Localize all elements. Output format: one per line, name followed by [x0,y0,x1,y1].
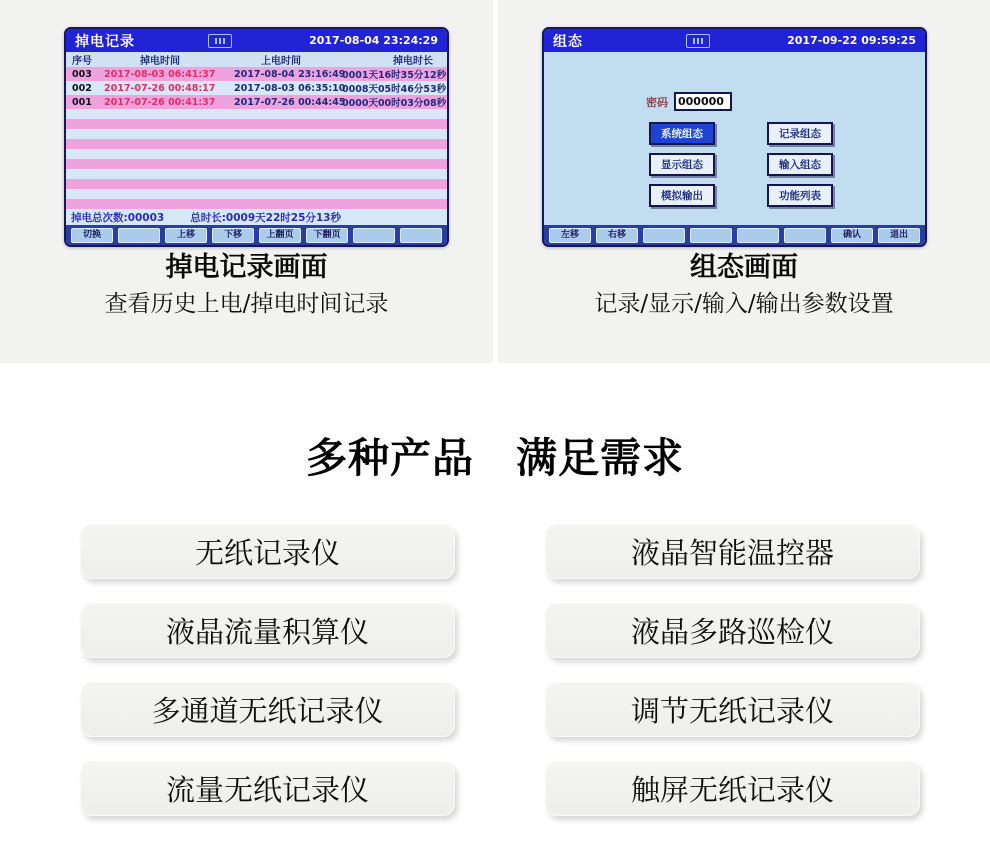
softkey-blank[interactable] [784,228,826,243]
total-count-label: 掉电总次数:00003 [71,211,165,224]
cell-on-time: 2017-07-26 00:44:45 [234,96,346,108]
product-button-flow-paperless-recorder[interactable]: 流量无纸记录仪 [80,761,455,816]
softkey-blank[interactable] [737,228,779,243]
cell-seq: 002 [72,82,92,94]
caption-subtitle: 记录/显示/输入/输出参数设置 [594,291,894,318]
softkey-switch[interactable]: 切换 [71,228,113,243]
cell-off-time: 2017-08-03 06:41:37 [104,68,216,80]
empty-table-row [66,119,447,129]
empty-table-row [66,199,447,209]
password-input[interactable] [674,92,732,111]
configuration-menu [649,122,833,207]
screen-title: 组态 [553,33,583,50]
titlebar [66,29,447,52]
product-button-touchscreen-paperless-recorder[interactable]: 触屏无纸记录仪 [545,761,920,816]
softkey-move-down[interactable]: 下移 [212,228,254,243]
total-duration-label: 总时长:0009天22时25分13秒 [190,211,341,224]
panel-configuration [498,0,990,363]
display-config-button[interactable]: 显示组态 [649,153,715,176]
softkey-move-right[interactable]: 右移 [596,228,638,243]
titlebar [544,29,925,52]
caption-right [498,252,990,319]
table-header-row [66,52,447,67]
cell-on-time: 2017-08-03 06:35:10 [234,82,346,94]
col-header-seq: 序号 [72,56,92,67]
cell-seq: 001 [72,96,92,108]
softkey-bar [544,225,925,245]
empty-table-row [66,179,447,189]
softkey-page-down[interactable]: 下翻页 [306,228,348,243]
cell-off-time: 2017-07-26 00:41:37 [104,96,216,108]
table-row [66,81,447,95]
table-row [66,67,447,81]
product-button-lcd-multiway-inspection-instrument[interactable]: 液晶多路巡检仪 [545,603,920,658]
cell-seq: 003 [72,68,92,80]
softkey-confirm[interactable]: 确认 [831,228,873,243]
panel-power-off-record [0,0,493,363]
screen-title: 掉电记录 [75,33,135,50]
product-button-regulating-paperless-recorder[interactable]: 调节无纸记录仪 [545,682,920,737]
softkey-blank[interactable] [400,228,442,243]
cell-on-time: 2017-08-04 23:16:49 [234,68,346,80]
cell-duration: 0000天00时03分08秒 [342,98,447,109]
softkey-bar [66,225,447,245]
section-heading: 多种产品 满足需求 [306,434,684,482]
product-button-multichannel-paperless-recorder[interactable]: 多通道无纸记录仪 [80,682,455,737]
product-button-lcd-smart-temperature-controller[interactable]: 液晶智能温控器 [545,524,920,579]
analog-output-button[interactable]: 模拟输出 [649,184,715,207]
usb-indicator-icon [686,34,710,48]
configuration-screen [542,27,927,247]
empty-table-row [66,149,447,159]
product-button-paperless-recorder[interactable]: 无纸记录仪 [80,524,455,579]
empty-table-row [66,109,447,119]
screen-datetime: 2017-09-22 09:59:25 [787,34,916,47]
password-row [646,92,732,111]
softkey-move-up[interactable]: 上移 [165,228,207,243]
caption-title: 掉电记录画面 [165,252,328,283]
password-label: 密码 [646,95,668,109]
empty-table-row [66,129,447,139]
softkey-blank[interactable] [353,228,395,243]
softkey-blank[interactable] [690,228,732,243]
cell-off-time: 2017-07-26 00:48:17 [104,82,216,94]
product-button-lcd-flow-totalizer[interactable]: 液晶流量积算仪 [80,603,455,658]
screen-datetime: 2017-08-04 23:24:29 [309,34,438,47]
softkey-blank[interactable] [643,228,685,243]
empty-table-row [66,189,447,199]
function-list-button[interactable]: 功能列表 [767,184,833,207]
product-column-right [545,524,920,816]
softkey-page-up[interactable]: 上翻页 [259,228,301,243]
caption-left [0,252,493,319]
softkey-blank[interactable] [118,228,160,243]
col-header-on-time: 上电时间 [261,56,301,67]
product-column-left [80,524,455,816]
empty-table-row [66,159,447,169]
col-header-off-time: 掉电时间 [140,56,180,67]
system-config-button[interactable]: 系统组态 [649,122,715,145]
power-off-record-screen [64,27,449,247]
input-config-button[interactable]: 输入组态 [767,153,833,176]
status-line [66,209,447,225]
empty-table-row [66,169,447,179]
softkey-exit[interactable]: 退出 [878,228,920,243]
configuration-body [544,52,925,225]
caption-subtitle: 查看历史上电/掉电时间记录 [104,291,389,318]
record-table-body [66,67,447,209]
table-row [66,95,447,109]
record-config-button[interactable]: 记录组态 [767,122,833,145]
usb-indicator-icon [208,34,232,48]
softkey-move-left[interactable]: 左移 [549,228,591,243]
cell-duration: 0008天05时46分53秒 [342,84,447,95]
cell-duration: 0001天16时35分12秒 [342,70,447,81]
empty-table-row [66,139,447,149]
caption-title: 组态画面 [690,252,798,283]
col-header-duration: 掉电时长 [393,56,433,67]
